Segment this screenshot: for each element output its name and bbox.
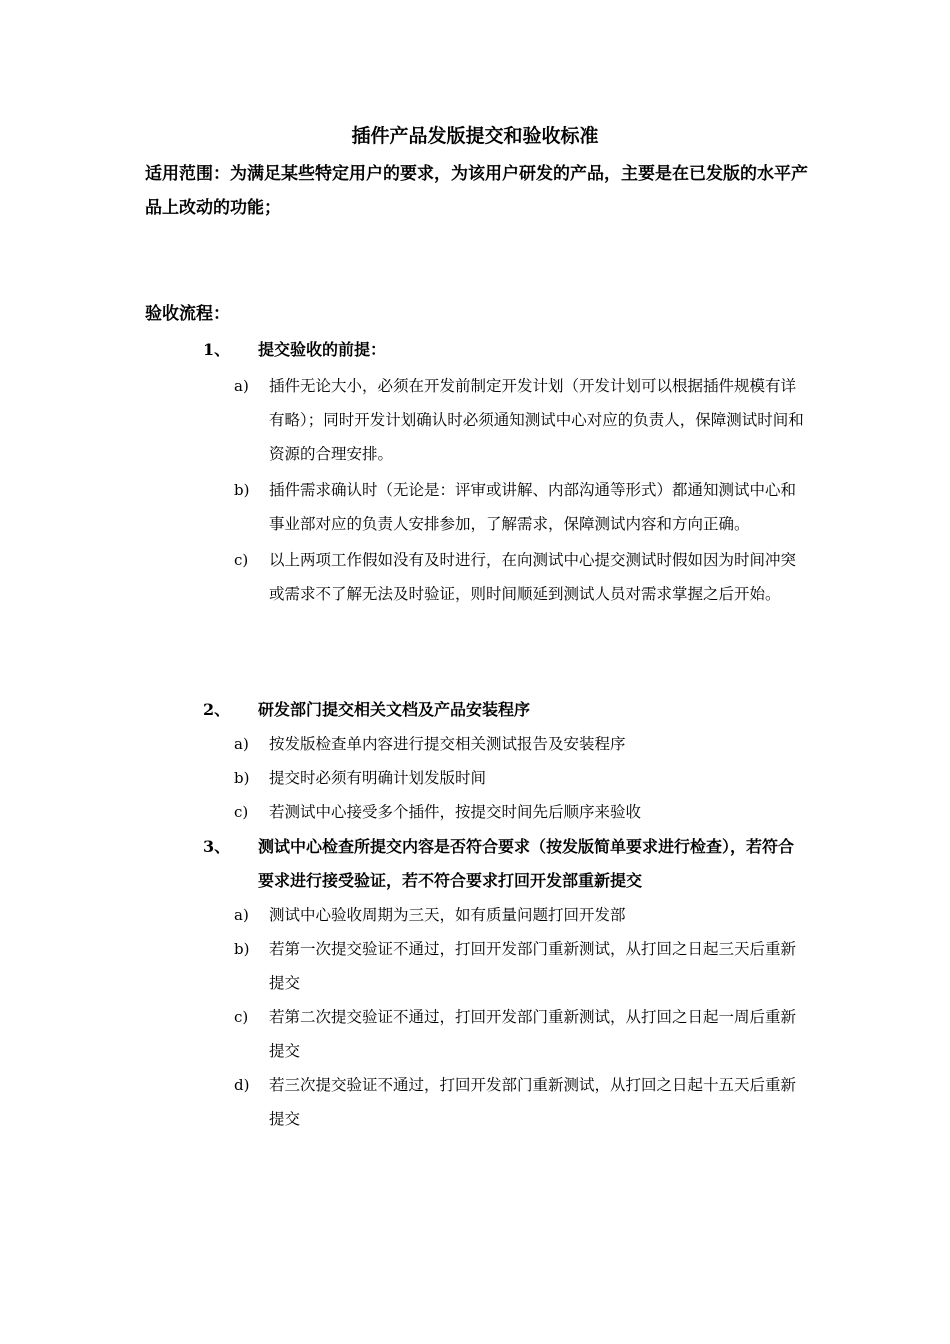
item-text: 若第二次提交验证不通过，打回开发部门重新测试，从打回之日起一周后重新提交 — [269, 1008, 797, 1060]
item-marker: b) — [234, 481, 250, 499]
section-heading: 测试中心检查所提交内容是否符合要求（按发版简单要求进行检查），若符合要求进行接受验证，若不符合要求打回开发部重新提交 — [258, 837, 795, 890]
document-title: 插件产品发版提交和验收标准 — [351, 125, 599, 147]
item-text: 插件无论大小，必须在开发前制定开发计划（开发计划可以根据插件规模有详有略）；同时开发计划确认时必须通知测试中心对应的负责人，保障测试时间和资源的合理安排。 — [269, 377, 804, 463]
item-text: 插件需求确认时（无论是：评审或讲解、内部沟通等形式）都通知测试中心和事业部对应的负责人安排参加，了解需求，保障测试内容和方向正确。 — [269, 481, 797, 533]
item-text: 若第一次提交验证不通过，打回开发部门重新测试，从打回之日起三天后重新提交 — [269, 940, 797, 992]
section-3 — [0, 830, 950, 1136]
item-marker: c) — [234, 803, 249, 821]
list-item — [0, 369, 950, 471]
list-item — [0, 543, 950, 611]
list-item — [0, 1068, 950, 1136]
item-marker: a) — [234, 735, 249, 753]
section-heading: 提交验收的前提： — [258, 340, 387, 359]
section-items — [0, 898, 950, 1136]
item-text: 测试中心验收周期为三天，如有质量问题打回开发部 — [269, 906, 626, 924]
section-1 — [0, 333, 950, 611]
item-marker: b) — [234, 940, 250, 958]
list-item — [0, 932, 950, 1000]
scope-paragraph: 适用范围：为满足某些特定用户的要求，为该用户研发的产品，主要是在已发版的水平产品上改动的功能； — [145, 164, 808, 218]
item-text: 按发版检查单内容进行提交相关测试报告及安装程序 — [269, 735, 626, 753]
list-item — [0, 761, 950, 795]
item-marker: c) — [234, 551, 249, 569]
item-text: 提交时必须有明确计划发版时间 — [269, 769, 487, 787]
item-marker: d) — [234, 1076, 250, 1094]
list-item — [0, 795, 950, 829]
list-item — [0, 727, 950, 761]
item-text: 若三次提交验证不通过，打回开发部门重新测试，从打回之日起十五天后重新提交 — [269, 1076, 797, 1128]
item-text: 若测试中心接受多个插件，按提交时间先后顺序来验收 — [269, 803, 642, 821]
section-items — [0, 369, 950, 611]
list-item — [0, 1000, 950, 1068]
section-number: 3、 — [203, 837, 231, 856]
section-2 — [0, 693, 950, 829]
item-marker: a) — [234, 377, 249, 395]
list-item — [0, 898, 950, 932]
section-heading: 研发部门提交相关文档及产品安装程序 — [258, 700, 531, 719]
item-text: 以上两项工作假如没有及时进行，在向测试中心提交测试时假如因为时间冲突或需求不了解无法及时验证，则时间顺延到测试人员对需求掌握之后开始。 — [269, 551, 797, 603]
flow-label: 验收流程： — [145, 304, 230, 324]
section-number: 1、 — [203, 340, 231, 359]
item-marker: a) — [234, 906, 249, 924]
section-items — [0, 727, 950, 829]
item-marker: b) — [234, 769, 250, 787]
list-item — [0, 473, 950, 541]
item-marker: c) — [234, 1008, 249, 1026]
section-number: 2、 — [203, 700, 231, 719]
